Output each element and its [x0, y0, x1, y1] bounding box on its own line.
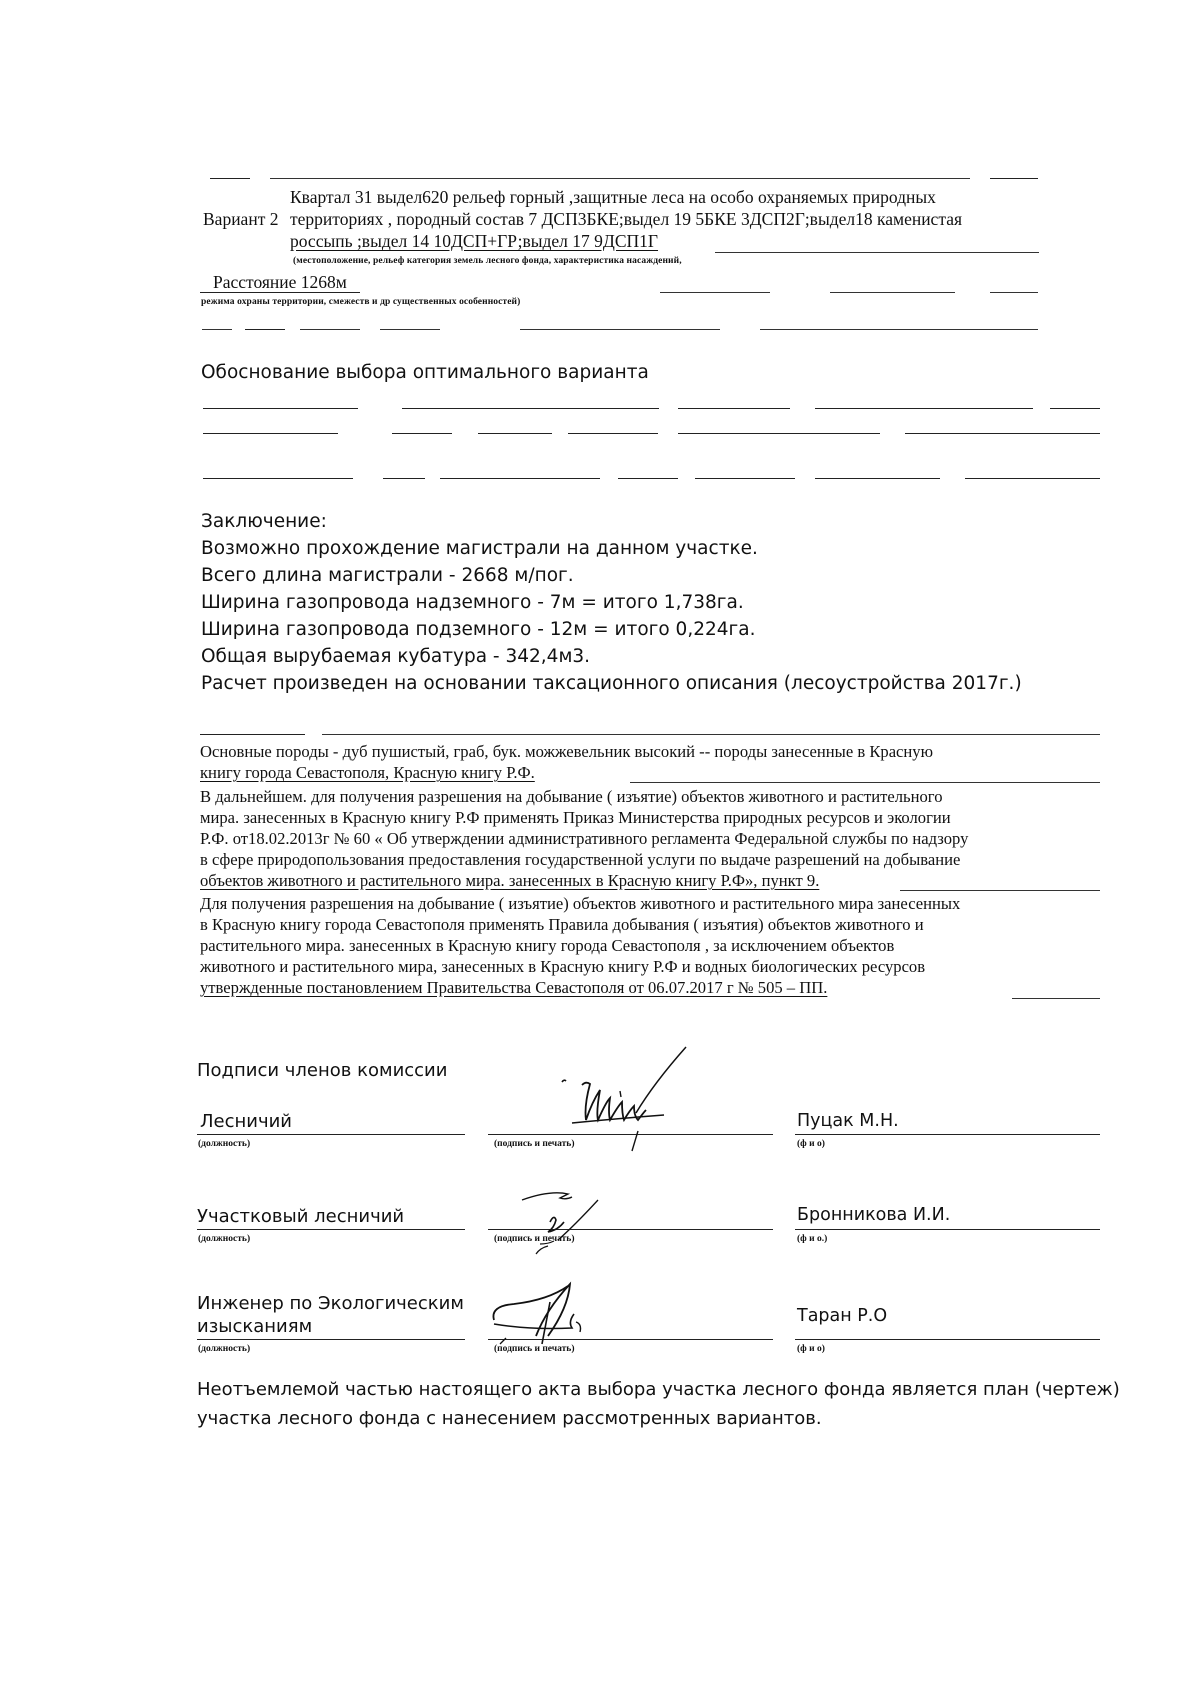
- blank-line: [1050, 408, 1100, 409]
- blank-line: [203, 408, 358, 409]
- blank-line: [630, 782, 1100, 783]
- role-engineer-line-2: изысканиям: [197, 1316, 313, 1337]
- justification-title: Обоснование выбора оптимального варианта: [201, 362, 649, 383]
- variant-label: Вариант 2: [203, 209, 279, 229]
- blank-line: [568, 433, 658, 434]
- blank-line: [392, 433, 452, 434]
- blank-line: [200, 734, 305, 735]
- permit1-line: объектов животного и растительного мира. занесенных в Красную книгу Р.Ф», пункт 9.: [200, 871, 820, 890]
- blank-line: [795, 1134, 1100, 1135]
- variant-text-line-3: россыпь ;выдел 14 10ДСП+ГР;выдел 17 9ДСП1Г: [290, 231, 659, 251]
- permit2-line: в Красную книгу города Севастополя применять Правила добывания ( изъятия) объектов животного и: [200, 915, 924, 934]
- permit2-line: растительного мира. занесенных в Красную книгу города Севастополя , за исключением объектов: [200, 936, 895, 955]
- blank-line: [322, 734, 1100, 735]
- blank-line: [678, 408, 790, 409]
- blank-line: [678, 433, 880, 434]
- blank-line: [383, 478, 425, 479]
- variant-caption-2: режима охраны территории, смежеств и др существенных особенностей): [201, 297, 521, 307]
- blank-line: [715, 252, 1039, 253]
- conclusion-line: Всего длина магистрали - 2668 м/пог.: [201, 565, 574, 586]
- role-caption: (должность): [198, 1234, 251, 1244]
- signature-3-image: [480, 1280, 620, 1360]
- blank-line: [197, 1339, 465, 1340]
- conclusion-line: Расчет произведен на основании таксационного описания (лесоустройства 2017г.): [201, 673, 1022, 694]
- signature-caption: (подпись и печать): [494, 1344, 575, 1354]
- blank-line: [990, 178, 1038, 179]
- role-caption: (должность): [198, 1139, 251, 1149]
- blank-line: [270, 178, 970, 179]
- permit2-line: животного и растительного мира, занесенных в Красную книгу Р.Ф и водных биологических ресурсов: [200, 957, 926, 976]
- distance-text: Расстояние 1268м: [213, 272, 347, 292]
- conclusion-line: Возможно прохождение магистрали на данном участке.: [201, 538, 758, 559]
- blank-line: [210, 178, 250, 179]
- permit1-line: мира. занесенных в Красную книгу Р.Ф применять Приказ Министерства природных ресурсов и экологии: [200, 808, 951, 827]
- permit1-line: в сфере природопользования предоставления государственной услуги по выдаче разрешений на добывание: [200, 850, 961, 869]
- variant-text-line-2: территориях , породный состав 7 ДСП3БКЕ;выдел 19 5БКЕ 3ДСП2Г;выдел18 каменистая: [290, 209, 963, 229]
- variant-caption-1: (местоположение, рельеф категория земель лесного фонда, характеристика насаждений,: [293, 256, 682, 266]
- blank-line: [440, 478, 600, 479]
- signature-caption: (подпись и печать): [494, 1139, 575, 1149]
- name-forester: Пуцак М.Н.: [797, 1111, 899, 1131]
- blank-line: [203, 478, 353, 479]
- permit1-line: Р.Ф. от18.02.2013г № 60 « Об утверждении административного регламента Федеральной службы по надзору: [200, 829, 969, 848]
- blank-line: [478, 433, 552, 434]
- footer-line-2: участка лесного фонда с нанесением рассмотренных вариантов.: [197, 1408, 822, 1429]
- signature-2-image: [500, 1180, 620, 1260]
- variant-text-line-1: Квартал 31 выдел620 рельеф горный ,защитные леса на особо охраняемых природных: [290, 187, 936, 207]
- footer-line-1: Неотъемлемой частью настоящего акта выбора участка лесного фонда является план (чертеж): [197, 1379, 1120, 1400]
- name-caption: (ф и о): [797, 1139, 825, 1149]
- conclusion-line: Общая вырубаемая кубатура - 342,4м3.: [201, 646, 591, 667]
- blank-line: [300, 329, 360, 330]
- blank-line: [990, 292, 1038, 293]
- signature-1-image: [540, 1055, 720, 1155]
- conclusion-line: Ширина газопровода подземного - 12м = итого 0,224га.: [201, 619, 756, 640]
- species-line-2: книгу города Севастополя, Красную книгу Р.Ф.: [200, 763, 535, 782]
- name-caption: (ф и о): [797, 1344, 825, 1354]
- blank-line: [795, 1229, 1100, 1230]
- permit2-line: Для получения разрешения на добывание ( изъятие) объектов животного и растительного мира занесенных: [200, 894, 961, 913]
- blank-line: [830, 292, 955, 293]
- signature-caption: (подпись и печать): [494, 1234, 575, 1244]
- blank-line: [905, 433, 1100, 434]
- blank-line: [660, 292, 770, 293]
- blank-line: [795, 1339, 1100, 1340]
- blank-line: [1012, 998, 1100, 999]
- blank-line: [760, 329, 1038, 330]
- role-engineer-line-1: Инженер по Экологическим: [197, 1293, 464, 1314]
- blank-line: [900, 890, 1100, 891]
- conclusion-line: Ширина газопровода надземного - 7м = итого 1,738га.: [201, 592, 744, 613]
- blank-line: [245, 329, 285, 330]
- role-forester: Лесничий: [200, 1111, 293, 1132]
- name-caption: (ф и о.): [797, 1234, 828, 1244]
- species-line-1: Основные породы - дуб пушистый, граб, бук. можжевельник высокий -- породы занесенные в Красную: [200, 742, 933, 761]
- name-district-forester: Бронникова И.И.: [797, 1205, 951, 1225]
- blank-line: [202, 329, 232, 330]
- permit2-line: утвержденные постановлением Правительства Севастополя от 06.07.2017 г № 505 – ПП.: [200, 978, 828, 997]
- role-caption: (должность): [198, 1344, 251, 1354]
- blank-line: [815, 408, 1033, 409]
- blank-line: [200, 292, 360, 293]
- blank-line: [815, 478, 940, 479]
- blank-line: [197, 1229, 465, 1230]
- blank-line: [402, 408, 659, 409]
- signatures-title: Подписи членов комиссии: [197, 1060, 448, 1081]
- permit1-line: В дальнейшем. для получения разрешения на добывание ( изъятие) объектов животного и растительного: [200, 787, 943, 806]
- conclusion-title: Заключение:: [201, 511, 327, 532]
- blank-line: [520, 329, 720, 330]
- name-engineer: Таран Р.О: [797, 1306, 888, 1326]
- blank-line: [197, 1134, 465, 1135]
- blank-line: [203, 433, 338, 434]
- blank-line: [380, 329, 440, 330]
- role-district-forester: Участковый лесничий: [197, 1206, 405, 1227]
- blank-line: [695, 478, 795, 479]
- blank-line: [965, 478, 1100, 479]
- blank-line: [618, 478, 678, 479]
